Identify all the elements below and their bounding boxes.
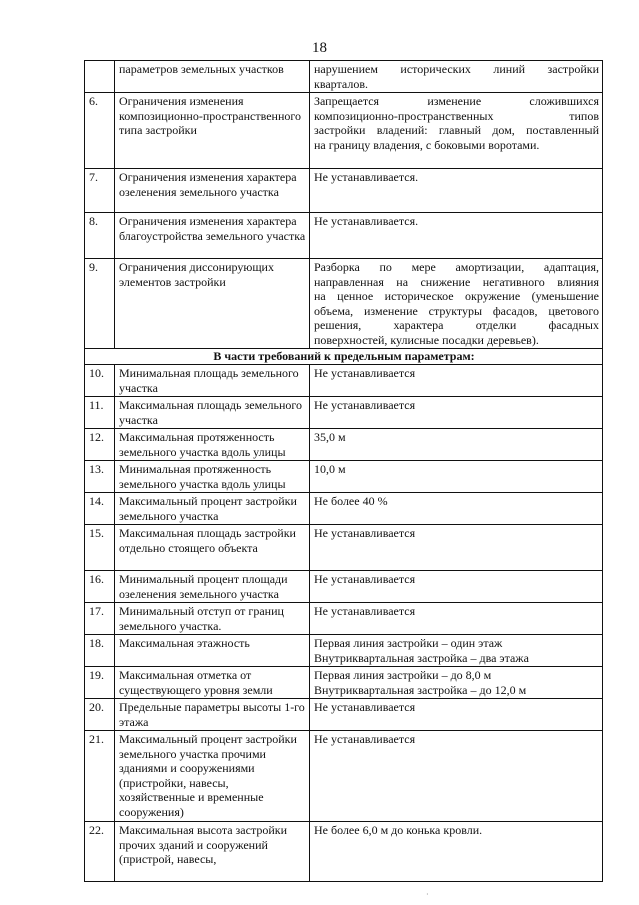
table-row <box>85 699 603 731</box>
value-line: Не более 40 % <box>314 494 388 508</box>
parameter-name: Минимальная протяженность земельного участка вдоль улицы <box>115 461 310 493</box>
table-row <box>85 667 603 699</box>
parameter-name: параметров земельных участков <box>115 61 310 93</box>
parameter-name: Максимальный процент застройки земельного участка <box>115 493 310 525</box>
parameter-name: Максимальная протяженность земельного участка вдоль улицы <box>115 429 310 461</box>
value-line: решения, характера отделки фасадных <box>314 318 599 332</box>
value-line: композиционно-пространственных типов <box>314 108 599 123</box>
table-row <box>85 365 603 397</box>
parameter-value <box>310 61 603 93</box>
parameter-value <box>310 429 603 461</box>
value-line: Не устанавливается. <box>314 170 419 184</box>
table-row <box>85 61 603 93</box>
table-row <box>85 169 603 213</box>
parameter-value <box>310 822 603 882</box>
parameter-name: Минимальный процент площади озеленения земельного участка <box>115 571 310 603</box>
row-number: 21. <box>85 731 115 822</box>
table-row <box>85 461 603 493</box>
parameter-name: Ограничения изменения композиционно-пространственного типа застройки <box>115 93 310 169</box>
table-row <box>85 213 603 259</box>
row-number: 6. <box>85 93 115 169</box>
value-line: Не устанавливается <box>314 572 416 586</box>
section-heading: В части требований к предельным параметрам: <box>85 349 603 365</box>
value-line: направленная на снижение негативного влияния <box>314 274 599 289</box>
row-number: 11. <box>85 397 115 429</box>
regulations-table <box>84 60 603 882</box>
table-row <box>85 93 603 169</box>
value-line: Первая линия застройки – один этаж <box>314 636 503 650</box>
row-number: 9. <box>85 259 115 349</box>
parameter-name: Максимальный процент застройки земельного участка прочими зданиями и сооружениями (пристройки, навесы, хозяйственные и временные сооружения) <box>115 731 310 822</box>
parameter-name: Максимальная площадь земельного участка <box>115 397 310 429</box>
value-line: 35,0 м <box>314 430 346 444</box>
parameter-value <box>310 635 603 667</box>
parameter-value <box>310 525 603 571</box>
value-line: поверхностей, кулисные посадки деревьев). <box>314 332 539 347</box>
value-line: Не устанавливается <box>314 398 416 412</box>
value-line: Внутриквартальная застройка – два этажа <box>314 650 529 665</box>
parameter-value <box>310 699 603 731</box>
row-number: 22. <box>85 822 115 882</box>
value-line: Не устанавливается <box>314 732 416 746</box>
table-row <box>85 493 603 525</box>
row-number <box>85 61 115 93</box>
value-line: Не устанавливается <box>314 526 416 540</box>
value-line: на границу владения, с боковыми воротами. <box>314 137 540 152</box>
value-line: объема, изменение структуры фасадов, цветового <box>314 303 599 318</box>
value-line: на ценное историческое окружение (уменьшение <box>314 289 599 303</box>
parameter-value <box>310 667 603 699</box>
parameter-value <box>310 259 603 349</box>
scan-speck: · <box>426 890 429 899</box>
value-line: кварталов. <box>314 76 368 91</box>
parameter-value <box>310 603 603 635</box>
value-line: Не устанавливается <box>314 604 416 618</box>
row-number: 12. <box>85 429 115 461</box>
row-number: 16. <box>85 571 115 603</box>
value-line: Не устанавливается <box>314 700 416 714</box>
value-line: Не устанавливается. <box>314 214 419 228</box>
row-number: 10. <box>85 365 115 397</box>
table-row <box>85 603 603 635</box>
row-number: 20. <box>85 699 115 731</box>
value-line: Не более 6,0 м до конька кровли. <box>314 823 483 837</box>
parameter-value <box>310 731 603 822</box>
parameter-value <box>310 365 603 397</box>
parameter-name: Минимальный отступ от границ земельного участка. <box>115 603 310 635</box>
parameter-name: Предельные параметры высоты 1-го этажа <box>115 699 310 731</box>
value-line: нарушением исторических линий застройки <box>314 62 599 76</box>
row-number: 17. <box>85 603 115 635</box>
row-number: 13. <box>85 461 115 493</box>
parameter-value <box>310 571 603 603</box>
parameter-name: Минимальная площадь земельного участка <box>115 365 310 397</box>
row-number: 7. <box>85 169 115 213</box>
value-line: Первая линия застройки – до 8,0 м <box>314 668 492 682</box>
parameter-name: Максимальная этажность <box>115 635 310 667</box>
value-line: Разборка по мере амортизации, адаптация, <box>314 260 599 274</box>
row-number: 15. <box>85 525 115 571</box>
parameter-name: Ограничения диссонирующих элементов застройки <box>115 259 310 349</box>
parameter-name: Ограничения изменения характера озеленения земельного участка <box>115 169 310 213</box>
page-number: 18 <box>312 40 327 56</box>
table-row <box>85 571 603 603</box>
parameter-value <box>310 461 603 493</box>
table-row <box>85 822 603 882</box>
parameter-name: Максимальная высота застройки прочих зданий и сооружений (пристрой, навесы, <box>115 822 310 882</box>
row-number: 14. <box>85 493 115 525</box>
row-number: 8. <box>85 213 115 259</box>
table-row <box>85 525 603 571</box>
parameter-value <box>310 169 603 213</box>
parameter-name: Ограничения изменения характера благоустройства земельного участка <box>115 213 310 259</box>
row-number: 18. <box>85 635 115 667</box>
value-line: Не устанавливается <box>314 366 416 380</box>
section-row <box>85 349 603 365</box>
parameter-value <box>310 213 603 259</box>
table-row <box>85 429 603 461</box>
value-line: застройки владений: главный дом, поставленный <box>314 123 599 137</box>
value-line: Внутриквартальная застройка – до 12,0 м <box>314 682 527 697</box>
parameter-value <box>310 93 603 169</box>
row-number: 19. <box>85 667 115 699</box>
parameter-name: Максимальная площадь застройки отдельно стоящего объекта <box>115 525 310 571</box>
parameter-value <box>310 493 603 525</box>
value-line: 10,0 м <box>314 462 346 476</box>
table-row <box>85 635 603 667</box>
parameter-name: Максимальная отметка от существующего уровня земли <box>115 667 310 699</box>
value-line: Запрещается изменение сложившихся <box>314 94 599 108</box>
table-row <box>85 731 603 822</box>
parameter-value <box>310 397 603 429</box>
table-row <box>85 397 603 429</box>
table-row <box>85 259 603 349</box>
